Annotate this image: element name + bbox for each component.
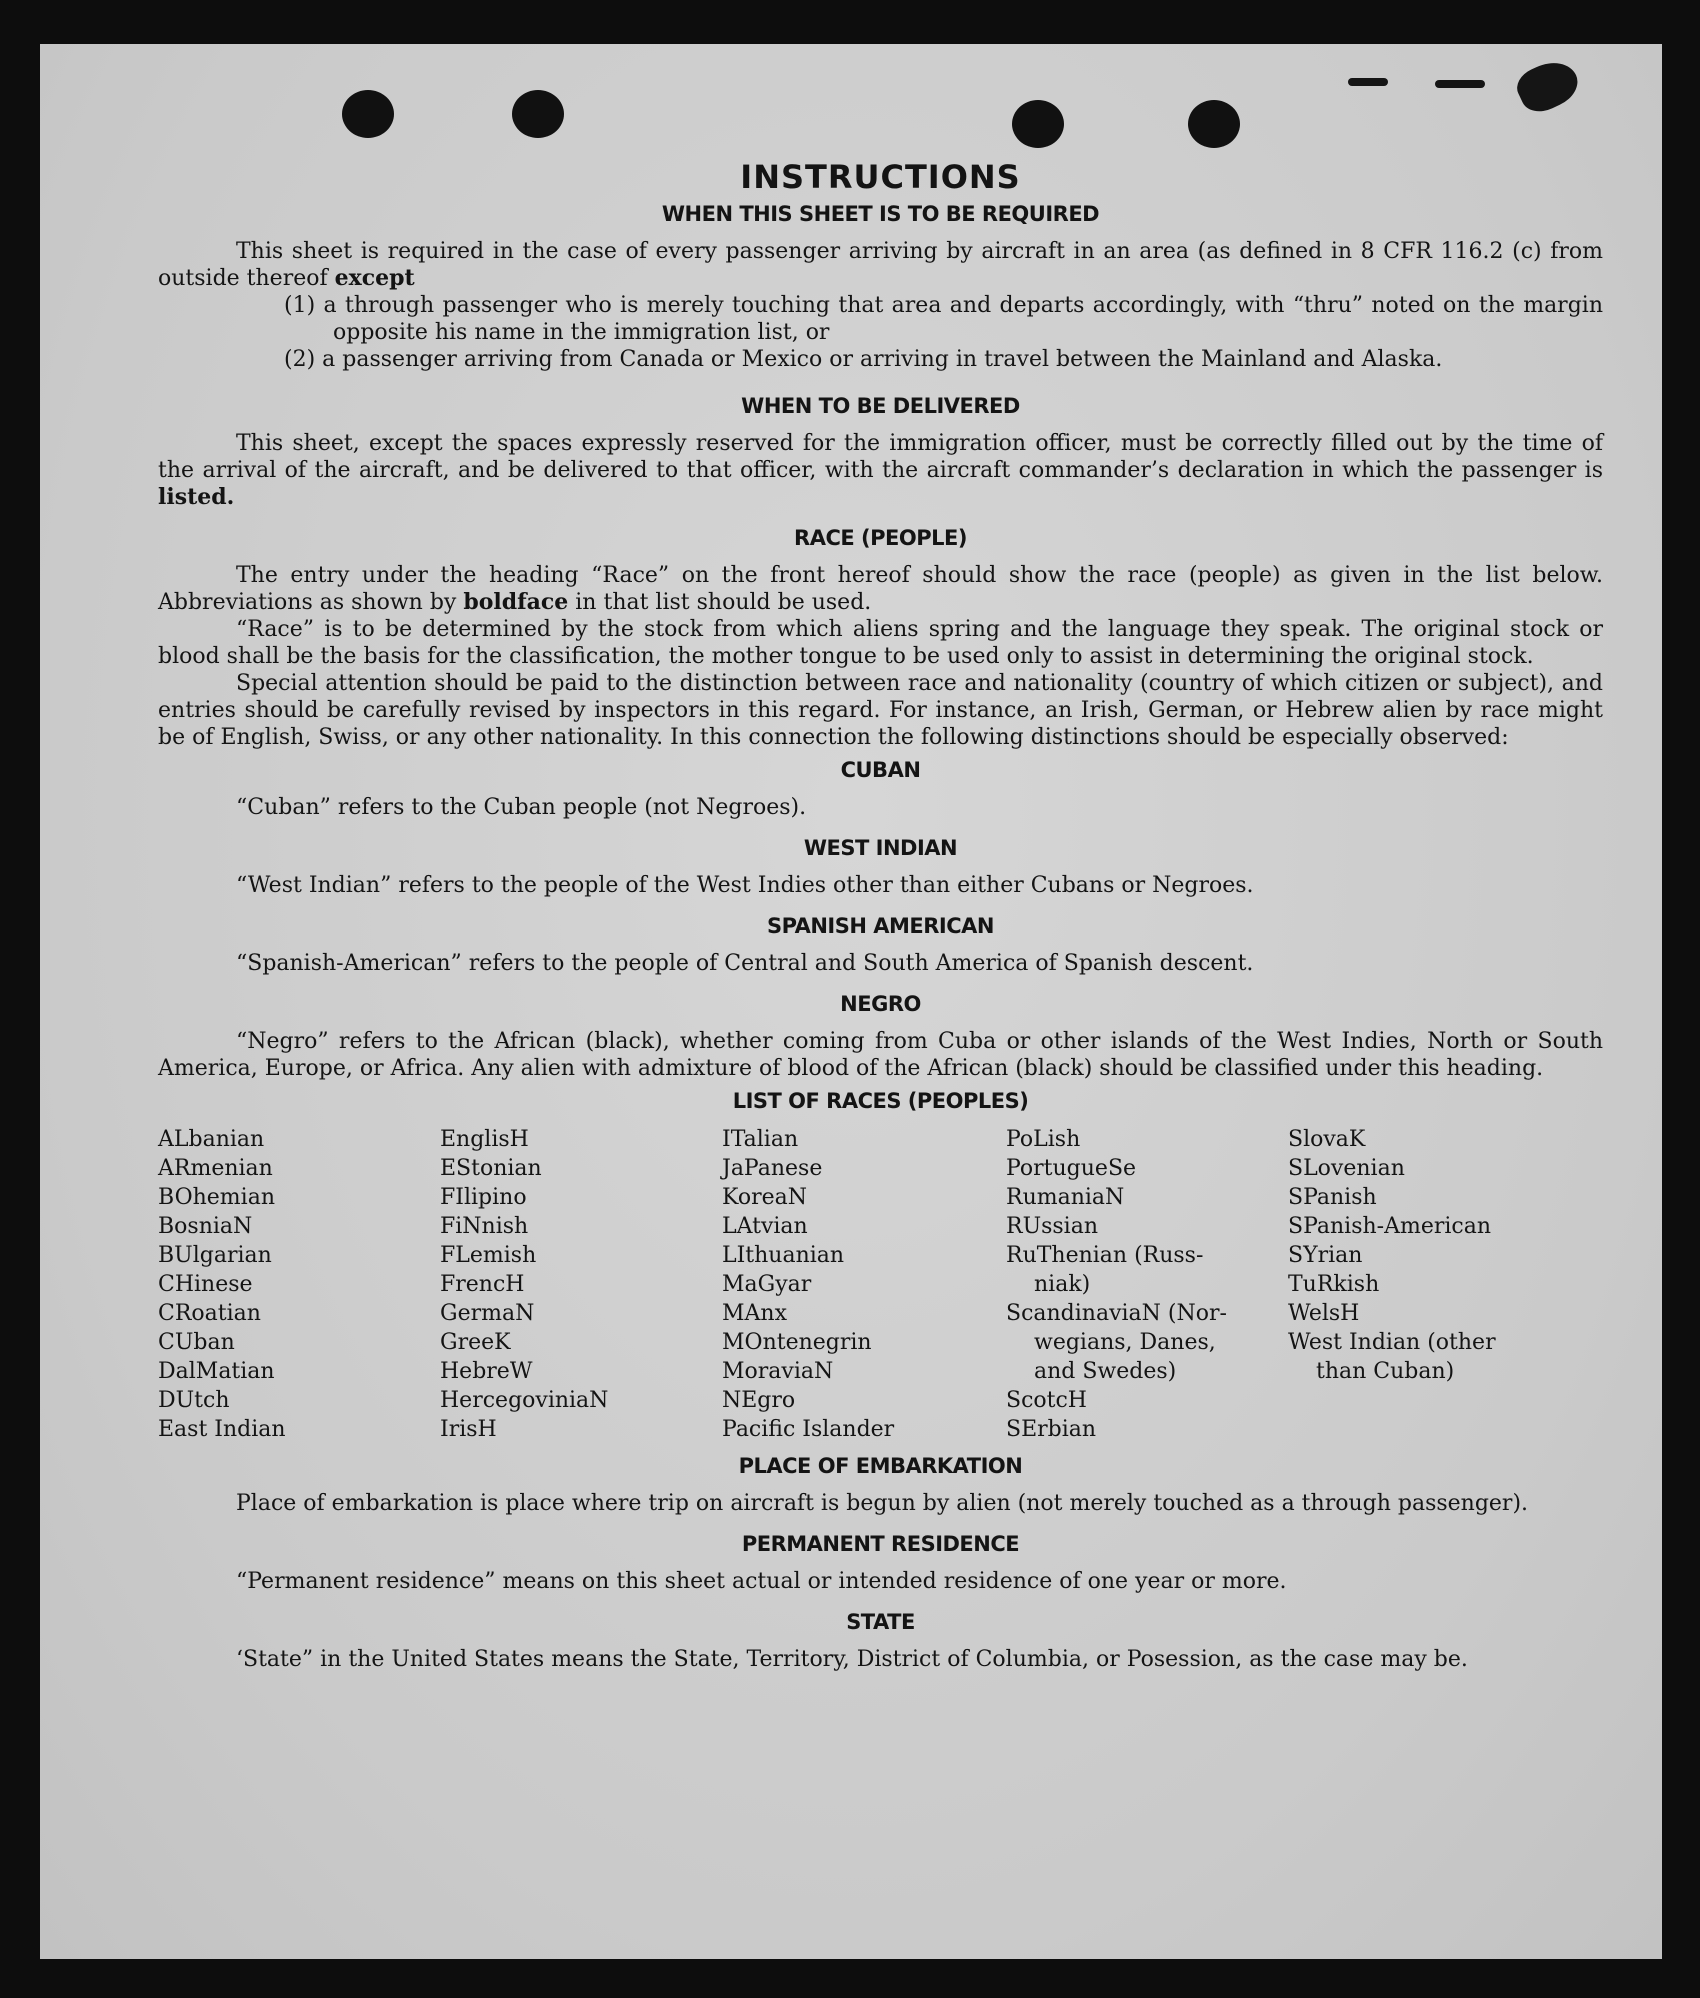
section-heading-cuban: CUBAN	[840, 758, 921, 782]
race-paragraph-2: “Race” is to be determined by the stock from which aliens spring and the language they speak. The original stock or blood shall be the basis for the classification, the mother tongue to be used only to assist in determining the original stock.	[158, 617, 1603, 669]
race-item: East Indian	[158, 1417, 286, 1442]
section-heading-negro: NEGRO	[840, 992, 921, 1016]
spanish-american-text: “Spanish-American” refers to the people of Central and South America of Spanish descent.	[236, 951, 1254, 976]
race-item: CUban	[158, 1330, 235, 1355]
race-column-3	[722, 1125, 894, 1444]
race-item: RumaniaN	[1006, 1185, 1125, 1210]
race-item: FrencH	[440, 1272, 525, 1297]
race-item: ITalian	[722, 1127, 799, 1152]
race-list	[158, 1125, 1603, 1442]
race-item: SErbian	[1006, 1417, 1097, 1442]
race-item: FLemish	[440, 1243, 537, 1268]
race-item-continued: niak)	[1034, 1272, 1091, 1297]
race-column-1	[158, 1125, 286, 1444]
race-item: BOhemian	[158, 1185, 275, 1210]
race-item: MOntenegrin	[722, 1330, 872, 1355]
ink-blot	[1512, 53, 1585, 118]
document-page	[40, 44, 1662, 1959]
race-item: IrisH	[440, 1417, 497, 1442]
race-item: DalMatian	[158, 1359, 275, 1384]
race-item: JaPanese	[722, 1156, 823, 1181]
race-item: ScotcH	[1006, 1388, 1087, 1413]
race-item: ScandinaviaN (Nor-	[1006, 1301, 1227, 1326]
delivered-text: This sheet, except the spaces expressly reserved for the immigration officer, must be correctly filled out by the time of the arrival of the aircraft, and be delivered to that officer, with the aircraft commander’s declaration in which the passenger is listed.	[158, 431, 1603, 510]
race-item: MaGyar	[722, 1272, 812, 1297]
section-heading-list: LIST OF RACES (PEOPLES)	[732, 1089, 1029, 1113]
embarkation-text: Place of embarkation is place where trip on aircraft is begun by alien (not merely touched as a through passenger).	[236, 1491, 1529, 1516]
negro-text: “Negro” refers to the African (black), whether coming from Cuba or other islands of the West Indies, North or South America, Europe, or Africa. Any alien with admixture of blood of the African (black) should be classified under this heading.	[158, 1029, 1603, 1081]
required-intro: This sheet is required in the case of every passenger arriving by aircraft in an area (as defined in 8 CFR 116.2 (c) from outside thereof except	[158, 239, 1603, 291]
race-item: LAtvian	[722, 1214, 808, 1239]
race-item-continued: than Cuban)	[1316, 1359, 1455, 1384]
section-heading-residence: PERMANENT RESIDENCE	[741, 1532, 1020, 1556]
race-item: KoreaN	[722, 1185, 807, 1210]
race-item: Pacific Islander	[722, 1417, 895, 1442]
race-item: SPanish	[1288, 1185, 1377, 1210]
race-item: HercegoviniaN	[440, 1388, 609, 1413]
race-item: PortugueSe	[1006, 1156, 1137, 1181]
west-indian-text: “West Indian” refers to the people of the West Indies other than either Cubans or Negroes.	[236, 873, 1254, 898]
cuban-text: “Cuban” refers to the Cuban people (not Negroes).	[236, 795, 807, 820]
race-item: GreeK	[440, 1330, 511, 1355]
race-item: FiNnish	[440, 1214, 529, 1239]
race-item: WelsH	[1288, 1301, 1360, 1326]
instructions-content	[158, 158, 1603, 1673]
race-item: LIthuanian	[722, 1243, 845, 1268]
race-item: MAnx	[722, 1301, 787, 1326]
race-item: BosniaN	[158, 1214, 253, 1239]
race-item: EStonian	[440, 1156, 542, 1181]
race-paragraph-3: Special attention should be paid to the distinction between race and nationality (country of which citizen or subject), and entries should be carefully revised by inspectors in this regard. For instance, an Irish, German, or Hebrew alien by race might be of English, Swiss, or any other nationality. In this connection the following distinctions should be especially observed:	[158, 671, 1603, 750]
race-item: TuRkish	[1288, 1272, 1380, 1297]
race-item: CRoatian	[158, 1301, 261, 1326]
required-item-2: (2) a passenger arriving from Canada or Mexico or arriving in travel between the Mainland and Alaska.	[284, 347, 1443, 372]
required-item-1: (1) a through passenger who is merely touching that area and departs accordingly, with “thru” noted on the margin opposite his name in the immigration list, or	[284, 293, 1603, 345]
residence-text: “Permanent residence” means on this sheet actual or intended residence of one year or more.	[236, 1569, 1287, 1594]
section-heading-west-indian: WEST INDIAN	[803, 836, 958, 860]
race-item: HebreW	[440, 1359, 533, 1384]
race-item: SPanish-American	[1288, 1214, 1492, 1239]
page-title: INSTRUCTIONS	[740, 158, 1021, 196]
race-item: MoraviaN	[722, 1359, 834, 1384]
section-heading-required: WHEN THIS SHEET IS TO BE REQUIRED	[661, 202, 1100, 226]
race-column-4	[1006, 1125, 1227, 1444]
race-item: ALbanian	[158, 1127, 265, 1152]
race-column-5	[1288, 1125, 1496, 1386]
race-item: GermaN	[440, 1301, 535, 1326]
race-column-2	[440, 1125, 608, 1444]
race-item: West Indian (other	[1288, 1330, 1496, 1355]
ink-blot	[1435, 80, 1485, 88]
race-item: SLovenian	[1288, 1156, 1405, 1181]
section-heading-state: STATE	[846, 1610, 915, 1634]
race-item: PoLish	[1006, 1127, 1081, 1152]
race-item: SYrian	[1288, 1243, 1363, 1268]
ink-blot	[1348, 78, 1388, 86]
punch-hole	[512, 90, 564, 138]
race-item: CHinese	[158, 1272, 253, 1297]
section-heading-delivered: WHEN TO BE DELIVERED	[741, 394, 1020, 418]
race-item: RuThenian (Russ-	[1006, 1243, 1204, 1268]
state-text: ‘State” in the United States means the State, Territory, District of Columbia, or Posession, as the case may be.	[236, 1647, 1468, 1672]
section-heading-embarkation: PLACE OF EMBARKATION	[738, 1454, 1023, 1478]
punch-hole	[1188, 100, 1240, 148]
race-item: SlovaK	[1288, 1127, 1366, 1152]
race-paragraph-1: The entry under the heading “Race” on the front hereof should show the race (people) as given in the list below. Abbreviations as shown by boldface in that list should be used.	[158, 563, 1603, 615]
race-item: NEgro	[722, 1388, 796, 1413]
race-item: BUlgarian	[158, 1243, 272, 1268]
race-item: DUtch	[158, 1388, 230, 1413]
punch-hole	[1012, 100, 1064, 148]
race-item: RUssian	[1006, 1214, 1099, 1239]
section-heading-spanish-american: SPANISH AMERICAN	[767, 914, 994, 938]
race-item-continued: and Swedes)	[1034, 1359, 1177, 1384]
punch-hole	[342, 90, 394, 138]
section-heading-race: RACE (PEOPLE)	[794, 526, 967, 550]
race-item: ARmenian	[158, 1156, 273, 1181]
race-item-continued: wegians, Danes,	[1034, 1330, 1216, 1355]
race-item: EnglisH	[440, 1127, 529, 1152]
race-item: FIlipino	[440, 1185, 527, 1210]
